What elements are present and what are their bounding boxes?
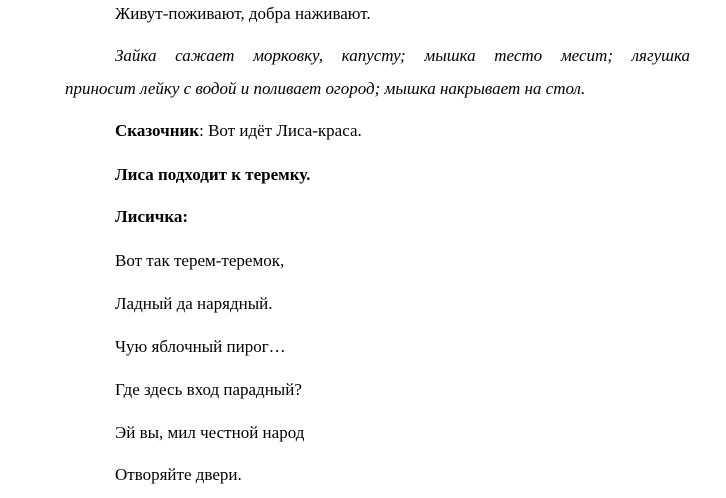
verse-line: Чую яблочный пирог… [115, 337, 286, 356]
stage-direction-bold: Лиса подходит к теремку. [115, 165, 311, 184]
verse-line: Где здесь вход парадный? [115, 380, 302, 399]
narrative-line: Живут-поживают, добра наживают. [115, 4, 371, 23]
stage-direction-line-a: Зайка сажает морковку, капусту; мышка тесто месит; лягушка [115, 46, 690, 65]
narrator-speaker-label: Сказочник [115, 121, 200, 140]
fox-speaker-label: Лисичка: [115, 207, 189, 226]
narrator-line [115, 121, 362, 141]
verse-line: Вот так терем-теремок, [115, 251, 285, 270]
verse-line: Отворяйте двери. [115, 465, 242, 484]
verse-line: Ладный да нарядный. [115, 294, 273, 313]
stage-direction-line-b: приносит лейку с водой и поливает огород; мышка накрывает на стол. [65, 79, 586, 98]
narrator-speech: : Вот идёт Лиса-краса. [199, 121, 362, 140]
verse-line: Эй вы, мил честной народ [115, 423, 305, 442]
